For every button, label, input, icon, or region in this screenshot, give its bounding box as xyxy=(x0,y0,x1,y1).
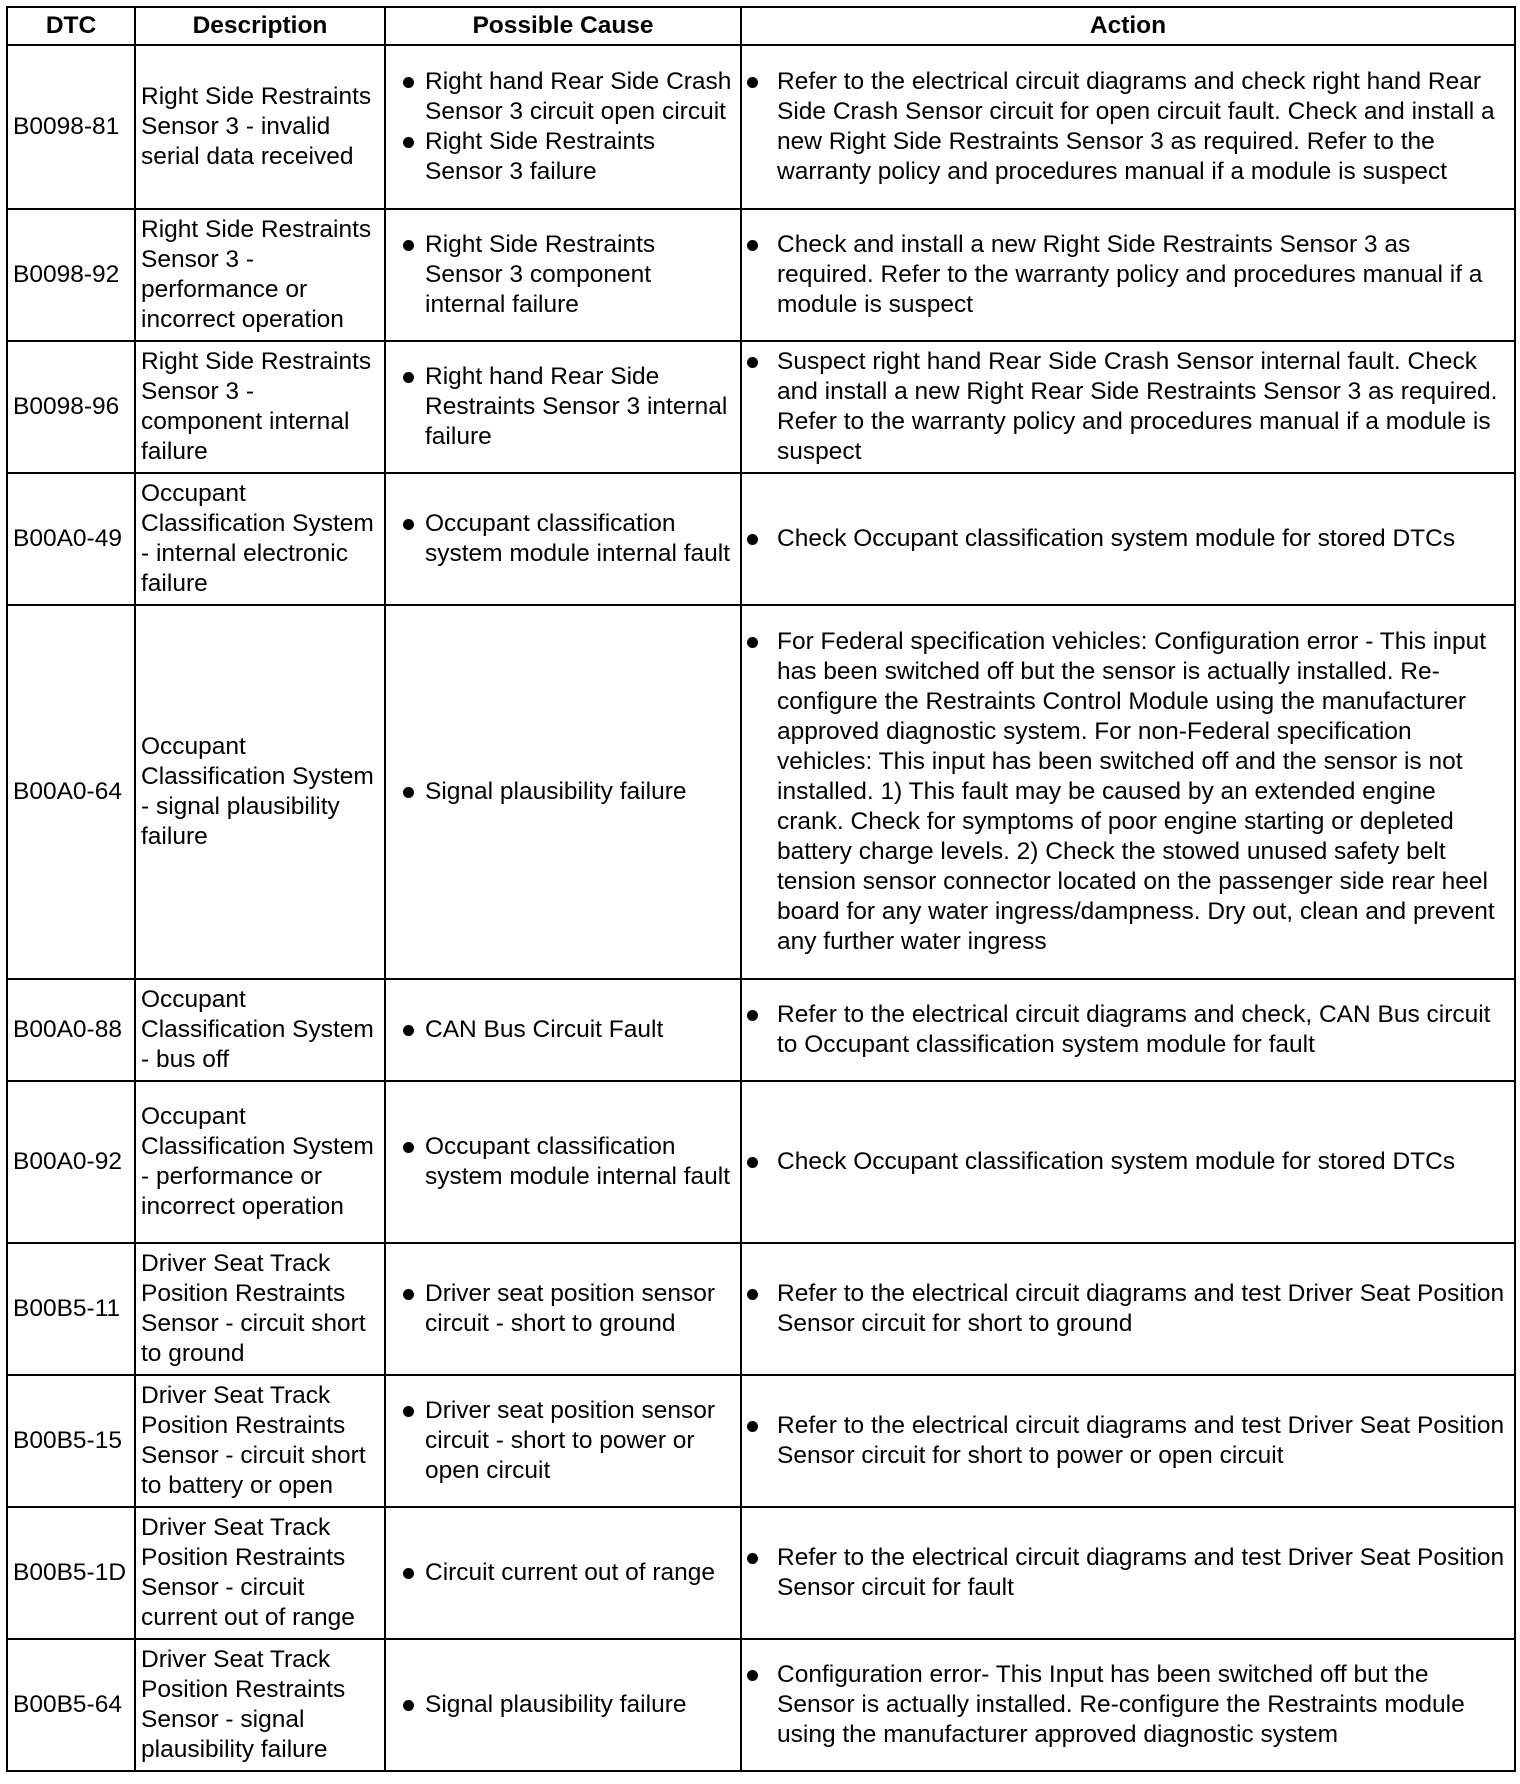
description-cell: Right Side Restraints Sensor 3 - component internal failure xyxy=(135,341,385,473)
cause-list xyxy=(391,1279,735,1339)
action-list xyxy=(747,1000,1509,1060)
action-item: For Federal specification vehicles: Configuration error - This input has been switched off but the sensor is actually installed. Re-configure the Restraints Control Module using the manufacturer approved diagnostic system. For non-Federal specification vehicles: This input has been switched off and the sensor is not installed. 1) This fault may be caused by an extended engine crank. Check for symptoms of poor engine starting or depleted battery charge levels. 2) Check the stowed unused safety belt tension sensor connector located on the passenger side rear heel board for any water ingress/dampness. Dry out, clean and prevent any further water ingress xyxy=(747,627,1509,957)
cause-list xyxy=(391,509,735,569)
possible-cause-cell xyxy=(385,979,741,1081)
possible-cause-cell xyxy=(385,605,741,979)
action-item: Check Occupant classification system module for stored DTCs xyxy=(747,1147,1509,1177)
cause-item: Circuit current out of range xyxy=(391,1558,735,1588)
action-item: Refer to the electrical circuit diagrams and test Driver Seat Position Sensor circuit for fault xyxy=(747,1543,1509,1603)
description-cell: Driver Seat Track Position Restraints Sensor - signal plausibility failure xyxy=(135,1639,385,1771)
action-cell xyxy=(741,341,1515,473)
action-cell xyxy=(741,1507,1515,1639)
dtc-code-cell: B00B5-15 xyxy=(7,1375,135,1507)
cause-item: Right hand Rear Side Crash Sensor 3 circuit open circuit xyxy=(391,67,735,127)
action-cell xyxy=(741,605,1515,979)
action-list xyxy=(747,1279,1509,1339)
cause-list xyxy=(391,1558,735,1588)
table-row xyxy=(7,209,1515,341)
possible-cause-cell xyxy=(385,1081,741,1243)
cause-item: Driver seat position sensor circuit - short to ground xyxy=(391,1279,735,1339)
dtc-code-cell: B00A0-49 xyxy=(7,473,135,605)
dtc-code-cell: B00A0-64 xyxy=(7,605,135,979)
possible-cause-cell xyxy=(385,45,741,209)
table-row xyxy=(7,1375,1515,1507)
dtc-code-cell: B00B5-64 xyxy=(7,1639,135,1771)
table-row xyxy=(7,1081,1515,1243)
table-row xyxy=(7,1639,1515,1771)
header-action: Action xyxy=(741,7,1515,45)
action-list xyxy=(747,627,1509,957)
description-cell: Occupant Classification System - performance or incorrect operation xyxy=(135,1081,385,1243)
description-cell: Right Side Restraints Sensor 3 - invalid serial data received xyxy=(135,45,385,209)
action-list xyxy=(747,347,1509,467)
cause-list xyxy=(391,362,735,452)
action-item: Configuration error- This Input has been switched off but the Sensor is actually installed. Re-configure the Restraints module using the manufacturer approved diagnostic system xyxy=(747,1660,1509,1750)
description-cell: Driver Seat Track Position Restraints Sensor - circuit short to ground xyxy=(135,1243,385,1375)
possible-cause-cell xyxy=(385,1243,741,1375)
cause-list xyxy=(391,777,735,807)
header-description: Description xyxy=(135,7,385,45)
header-possible-cause: Possible Cause xyxy=(385,7,741,45)
table-row xyxy=(7,45,1515,209)
cause-item: Signal plausibility failure xyxy=(391,1690,735,1720)
action-cell xyxy=(741,1081,1515,1243)
dtc-table xyxy=(6,6,1516,1772)
action-cell xyxy=(741,45,1515,209)
action-cell xyxy=(741,209,1515,341)
action-list xyxy=(747,1660,1509,1750)
description-cell: Driver Seat Track Position Restraints Sensor - circuit current out of range xyxy=(135,1507,385,1639)
description-cell: Right Side Restraints Sensor 3 - performance or incorrect operation xyxy=(135,209,385,341)
action-item: Refer to the electrical circuit diagrams and test Driver Seat Position Sensor circuit for short to ground xyxy=(747,1279,1509,1339)
cause-list xyxy=(391,230,735,320)
dtc-code-cell: B0098-81 xyxy=(7,45,135,209)
table-row xyxy=(7,341,1515,473)
action-list xyxy=(747,230,1509,320)
dtc-code-cell: B00A0-92 xyxy=(7,1081,135,1243)
action-cell xyxy=(741,1243,1515,1375)
dtc-code-cell: B0098-92 xyxy=(7,209,135,341)
action-item: Refer to the electrical circuit diagrams and test Driver Seat Position Sensor circuit for short to power or open circuit xyxy=(747,1411,1509,1471)
cause-list xyxy=(391,1396,735,1486)
possible-cause-cell xyxy=(385,1639,741,1771)
dtc-code-cell: B00A0-88 xyxy=(7,979,135,1081)
table-row xyxy=(7,1243,1515,1375)
table-header-row xyxy=(7,7,1515,45)
header-dtc: DTC xyxy=(7,7,135,45)
table-row xyxy=(7,605,1515,979)
cause-item: Signal plausibility failure xyxy=(391,777,735,807)
cause-list xyxy=(391,1690,735,1720)
cause-item: Occupant classification system module internal fault xyxy=(391,1132,735,1192)
cause-item: CAN Bus Circuit Fault xyxy=(391,1015,735,1045)
cause-list xyxy=(391,1015,735,1045)
possible-cause-cell xyxy=(385,341,741,473)
action-cell xyxy=(741,979,1515,1081)
action-list xyxy=(747,1147,1509,1177)
possible-cause-cell xyxy=(385,1375,741,1507)
action-cell xyxy=(741,1639,1515,1771)
cause-item: Right Side Restraints Sensor 3 component internal failure xyxy=(391,230,735,320)
action-item: Refer to the electrical circuit diagrams and check, CAN Bus circuit to Occupant classification system module for fault xyxy=(747,1000,1509,1060)
cause-item: Right Side Restraints Sensor 3 failure xyxy=(391,127,735,187)
possible-cause-cell xyxy=(385,473,741,605)
action-item: Refer to the electrical circuit diagrams and check right hand Rear Side Crash Sensor circuit for open circuit fault. Check and install a new Right Side Restraints Sensor 3 as required. Refer to the warranty policy and procedures manual if a module is suspect xyxy=(747,67,1509,187)
action-item: Suspect right hand Rear Side Crash Sensor internal fault. Check and install a new Right Rear Side Restraints Sensor 3 as required. Refer to the warranty policy and procedures manual if a module is suspect xyxy=(747,347,1509,467)
cause-item: Driver seat position sensor circuit - short to power or open circuit xyxy=(391,1396,735,1486)
action-list xyxy=(747,1543,1509,1603)
dtc-code-cell: B00B5-1D xyxy=(7,1507,135,1639)
description-cell: Occupant Classification System - internal electronic failure xyxy=(135,473,385,605)
dtc-document xyxy=(6,6,1514,1772)
description-cell: Occupant Classification System - signal plausibility failure xyxy=(135,605,385,979)
possible-cause-cell xyxy=(385,209,741,341)
cause-list xyxy=(391,67,735,187)
description-cell: Occupant Classification System - bus off xyxy=(135,979,385,1081)
action-list xyxy=(747,524,1509,554)
description-cell: Driver Seat Track Position Restraints Sensor - circuit short to battery or open xyxy=(135,1375,385,1507)
table-row xyxy=(7,473,1515,605)
cause-item: Occupant classification system module internal fault xyxy=(391,509,735,569)
action-list xyxy=(747,1411,1509,1471)
action-item: Check and install a new Right Side Restraints Sensor 3 as required. Refer to the warranty policy and procedures manual if a module is suspect xyxy=(747,230,1509,320)
dtc-code-cell: B00B5-11 xyxy=(7,1243,135,1375)
action-cell xyxy=(741,1375,1515,1507)
action-list xyxy=(747,67,1509,187)
table-body xyxy=(7,45,1515,1771)
table-row xyxy=(7,979,1515,1081)
action-cell xyxy=(741,473,1515,605)
cause-list xyxy=(391,1132,735,1192)
dtc-code-cell: B0098-96 xyxy=(7,341,135,473)
possible-cause-cell xyxy=(385,1507,741,1639)
action-item: Check Occupant classification system module for stored DTCs xyxy=(747,524,1509,554)
cause-item: Right hand Rear Side Restraints Sensor 3 internal failure xyxy=(391,362,735,452)
table-row xyxy=(7,1507,1515,1639)
